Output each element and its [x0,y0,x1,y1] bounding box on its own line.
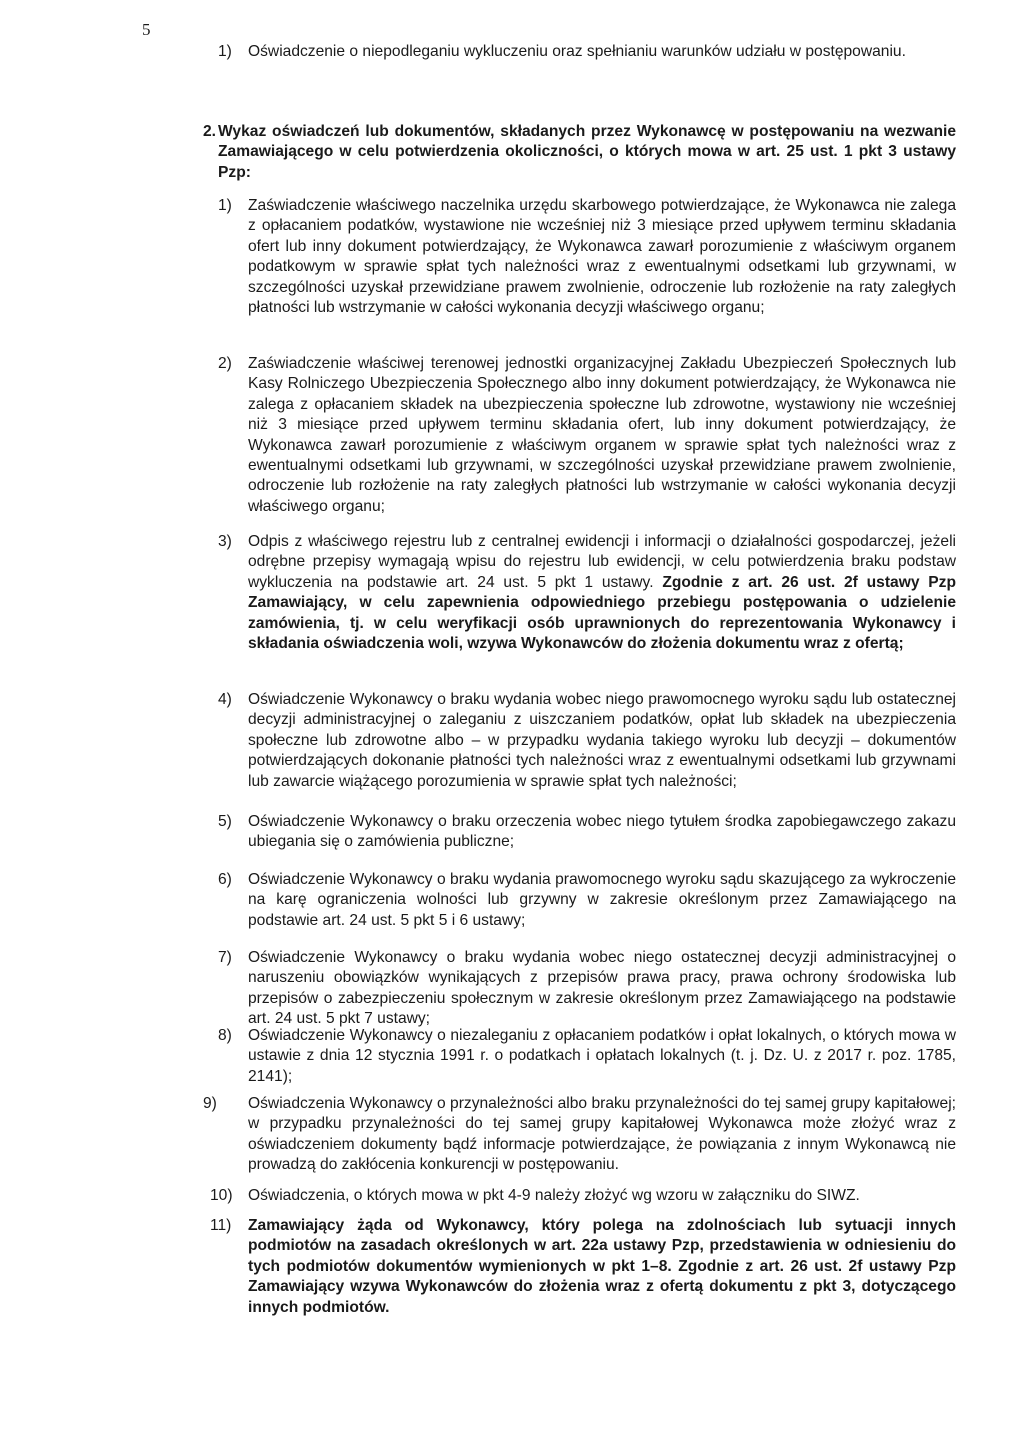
list-item-text: Zamawiający żąda od Wykonawcy, który polega na zdolnościach lub sytuacji innych podmiotów na zasadach określonych w art. 22a ustawy Pzp, przedstawienia w odniesieniu do tych podmiotów dokumentów wymienionych w pkt 1–8. Zgodnie z art. 26 ust. 2f ustawy Pzp Zamawiający wzywa Wykonawców do złożenia wraz z ofertą dokumentu z pkt 3, dotyczącego innych podmiotów. [248,1217,956,1316]
list-item-text: Oświadczenie Wykonawcy o braku wydania wobec niego prawomocnego wyroku sądu lub ostatecznej decyzji administracyjnej o zaleganiu z uiszczaniem podatków, opłat lub składek na ubezpieczenia społeczne lub zdrowotne albo – w przypadku wydania takiego wyroku lub decyzji – dokumentów potwierdzających dokonanie płatności tych należności wraz z ewentualnymi odsetkami lub grzywnami lub zawarcie wiążącego porozumienia w sprawie spłat tych należności; [248,691,956,790]
item-number: 7) [218,949,232,966]
list-item-text: Zaświadczenie właściwej terenowej jednostki organizacyjnej Zakładu Ubezpieczeń Społecznych lub Kasy Rolniczego Ubezpieczenia Społecznego albo inny dokument potwierdzający, że Wykonawca nie zalega z opłacaniem składek na ubezpieczenia społeczne lub zdrowotne, wystawiony nie wcześniej niż 3 miesiące przed upływem terminu składania ofert, lub inny dokument potwierdzający, że Wykonawca zawarł porozumienie z właściwym organem w sprawie spłat tych należności wraz z ewentualnymi odsetkami lub grzywnami, w szczególności uzyskał przewidziane prawem zwolnienie, odroczenie lub rozłożenie na raty zaległych płatności lub wstrzymanie w całości wykonania decyzji właściwego organu; [248,355,956,515]
item-number: 5) [218,813,232,830]
intro-item-number: 1) [218,43,232,60]
item-number: 2) [218,355,232,372]
list-item-text: Zaświadczenie właściwego naczelnika urzędu skarbowego potwierdzające, że Wykonawca nie zalega z opłacaniem podatków, wystawione nie wcześniej niż 3 miesiące przed upływem terminu składania ofert lub inny dokument potwierdzający, że Wykonawca zawarł porozumienie z właściwym organem podatkowym w sprawie spłat tych należności wraz z ewentualnymi odsetkami lub grzywnami, w szczególności uzyskał przewidziane prawem zwolnienie, odroczenie lub rozłożenie na raty zaległych płatności lub wstrzymanie w całości wykonania decyzji właściwego organu; [248,197,956,317]
list-item-text: Oświadczenie Wykonawcy o braku wydania wobec niego ostatecznej decyzji administracyjnej o naruszeniu obowiązków wynikających z przepisów prawa pracy, prawa ochrony środowiska lub przepisów o zabezpieczeniu społecznym w zakresie określonym przez Zamawiającego na podstawie art. 24 ust. 5 pkt 7 ustawy; [248,949,956,1028]
list-item-text-regular: Odpis z właściwego rejestru lub z centralnej ewidencji i informacji o działalności gospodarczej, jeżeli odrębne przepisy wymagają wpisu do rejestru lub ewidencji, w celu potwierdzenia braku podstaw wykluczenia na podstawie art. 24 ust. 5 pkt 1 ustawy. [248,533,956,591]
item-number: 11) [210,1217,232,1234]
list-item-text: Oświadczenia, o których mowa w pkt 4-9 należy złożyć wg wzoru w załączniku do SIWZ. [248,1187,860,1204]
item-number: 9) [203,1095,217,1112]
item-number: 6) [218,871,232,888]
page-number: 5 [142,20,151,39]
item-number: 4) [218,691,232,708]
list-item-text-bold: Zgodnie z art. 26 ust. 2f ustawy Pzp Zamawiający, w celu zapewnienia odpowiedniego przebiegu postępowania o udzielenie zamówienia, tj. w celu weryfikacji osób uprawnionych do reprezentowania Wykonawcy i składania oświadczenia woli, wzywa Wykonawców do złożenia dokumentu wraz z ofertą; [248,573,956,653]
item-number: 3) [218,533,232,550]
section-heading: Wykaz oświadczeń lub dokumentów, składanych przez Wykonawcę w postępowaniu na wezwanie Zamawiającego w celu potwierdzenia okoliczności, o których mowa w art. 25 ust. 1 pkt 3 ustawy Pzp: [218,123,956,181]
list-item-text: Oświadczenie Wykonawcy o niezaleganiu z opłacaniem podatków i opłat lokalnych, o których mowa w ustawie z dnia 12 stycznia 1991 r. o podatkach i opłatach lokalnych (t. j. Dz. U. z 2017 r. poz. 1785, 2141); [248,1027,956,1085]
item-number: 10) [210,1187,233,1204]
section-number: 2. [203,123,217,140]
list-item-text [248,532,956,654]
item-number: 1) [218,197,232,214]
intro-item-text: Oświadczenie o niepodleganiu wykluczeniu oraz spełnianiu warunków udziału w postępowaniu. [248,43,906,60]
list-item-text: Oświadczenia Wykonawcy o przynależności albo braku przynależności do tej samej grupy kapitałowej; w przypadku przynależności do tej samej grupy kapitałowej Wykonawca może złożyć wraz z oświadczeniem dokumenty bądź informacje potwierdzające, że powiązania z innym Wykonawcą nie prowadzą do zakłócenia konkurencji w postępowaniu. [248,1095,956,1174]
list-item-text: Oświadczenie Wykonawcy o braku orzeczenia wobec niego tytułem środka zapobiegawczego zakazu ubiegania się o zamówienia publiczne; [248,813,956,851]
list-item-text: Oświadczenie Wykonawcy o braku wydania prawomocnego wyroku sądu skazującego za wykroczenie na karę ograniczenia wolności lub grzywny w zakresie określonym przez Zamawiającego na podstawie art. 24 ust. 5 pkt 5 i 6 ustawy; [248,871,956,929]
item-number: 8) [218,1027,232,1044]
